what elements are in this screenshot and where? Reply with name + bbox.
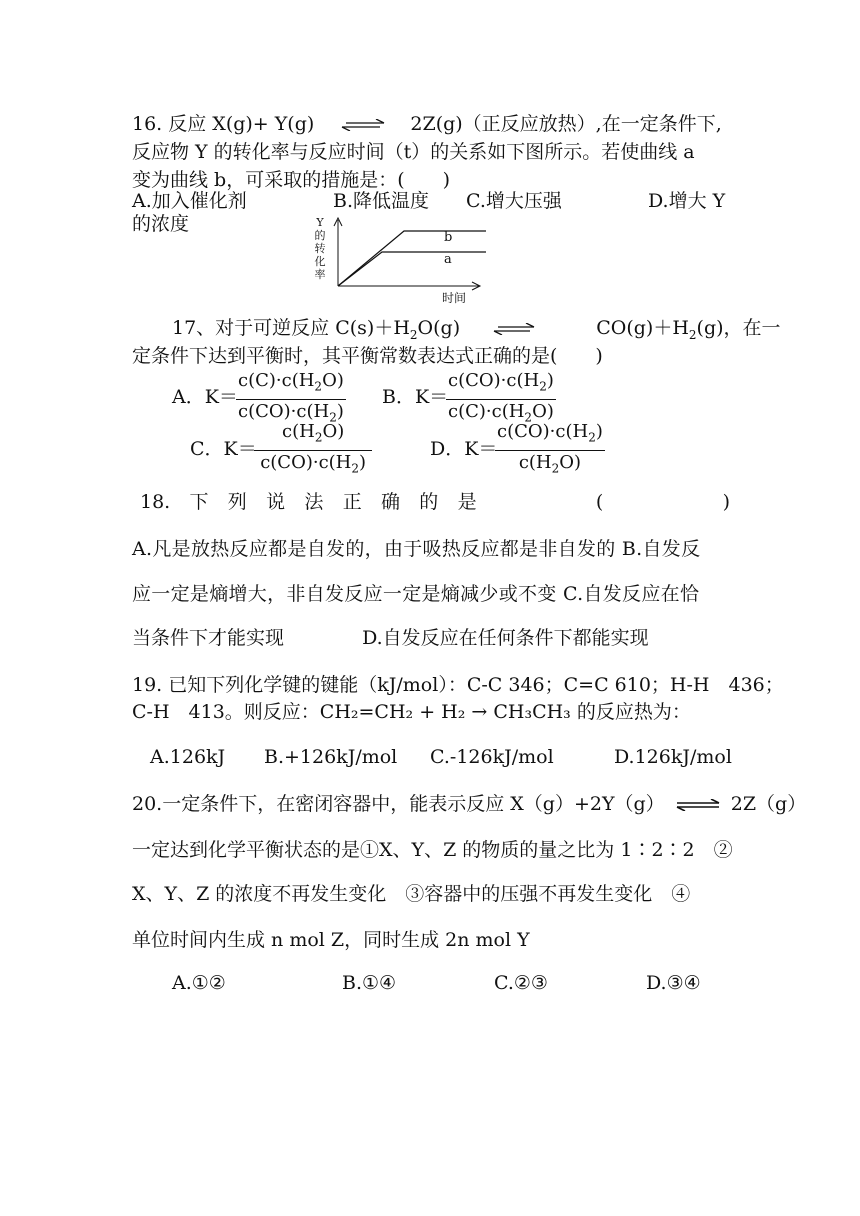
q20-line2: 一定达到化学平衡状态的是①X、Y、Z 的物质的量之比为 1∶2∶2 ②	[132, 839, 733, 861]
q18-stem: 18. 下 列 说 法 正 确 的 是 ( )	[140, 491, 730, 513]
graph-xlabel: 时间	[442, 291, 467, 305]
q19-option-c: C.-126kJ/mol	[430, 746, 554, 768]
q17-line1: 17、对于可逆反应 $C(s)+H_2O(g)$ $CO(g)+H_2(g)$，在一	[172, 317, 781, 342]
q16-option-d: D.增大 Y	[648, 190, 726, 212]
graph-ylabel: Y 的 转 化 率	[314, 216, 326, 281]
q16-line5: 的浓度	[132, 213, 190, 235]
q20-option-d: D.③④	[646, 972, 701, 994]
q19-option-b: B.+126kJ/mol	[264, 746, 398, 768]
q20-option-b: B.①④	[342, 972, 397, 994]
q17-option-a-label: A．K＝	[172, 386, 238, 408]
q19-option-d: D.126kJ/mol	[614, 746, 732, 768]
q16-reaction-right: 2Z(g)（正反应放热）,在一定条件下,	[410, 113, 722, 135]
q20-line1: 20.一定条件下，在密闭容器中，能表示反应 X（g）+2Y（g） 2Z（g）	[132, 793, 807, 815]
q16-option-a: A.加入催化剂	[132, 190, 247, 212]
q19-line2: C-H 413。则反应：CH₂=CH₂ + H₂ → CH₃CH₃ 的反应热为：	[132, 701, 691, 723]
q17-option-a-fraction: $\frac{c(C)\cdot c(H_2O)}{c(CO)\cdot c(H_2)}$	[238, 370, 344, 425]
equilibrium-arrow-icon	[474, 323, 554, 335]
q18-line3: 应一定是熵增大，非自发反应一定是熵减少或不变 C.自发反应在恰	[132, 583, 700, 605]
q16-line3: 变为曲线 b，可采取的措施是：( )	[132, 169, 451, 191]
q16-option-c: C.增大压强	[466, 190, 562, 212]
equilibrium-arrow-icon	[673, 799, 723, 811]
q20-line4: 单位时间内生成 n mol Z，同时生成 2n mol Y	[132, 929, 530, 951]
q16-line2: 反应物 Y 的转化率与反应时间（t）的关系如下图所示。若使曲线 a	[132, 141, 695, 163]
q17-line2: 定条件下达到平衡时，其平衡常数表达式正确的是( )	[132, 345, 603, 367]
q17-option-c-label: C．K＝	[190, 438, 257, 460]
q20-option-a: A.①②	[172, 972, 226, 994]
q17-option-c-fraction: $\frac{c(H_2O)}{c(CO)\cdot c(H_2)}$	[254, 421, 372, 479]
q16-line1	[132, 112, 722, 136]
q16-conversion-graph	[296, 214, 486, 308]
q17-option-d-fraction: $\frac{c(CO)\cdot c(H_2)}{c(H_2O)}$	[497, 421, 603, 476]
q17-option-b-fraction: $\frac{c(CO)\cdot c(H_2)}{c(C)\cdot c(H_2O)}$	[448, 370, 554, 425]
q17-option-d-label: D．K＝	[430, 438, 498, 460]
q19-option-a: A.126kJ	[150, 746, 226, 768]
q18-line2: A.凡是放热反应都是自发的，由于吸热反应都是非自发的 B.自发反	[132, 538, 701, 560]
q16-option-b: B.降低温度	[333, 190, 430, 212]
q16-reaction-left: 16. 反应 X(g)+ Y(g)	[132, 113, 315, 135]
graph-curve-b-label: b	[444, 230, 453, 245]
q18-line4: 当条件下才能实现 D.自发反应在任何条件下都能实现	[132, 627, 649, 649]
graph-curve-a-label: a	[444, 252, 452, 267]
equilibrium-arrow-icon	[328, 119, 396, 131]
q17-option-b-label: B．K＝	[382, 386, 449, 408]
q20-line3: X、Y、Z 的浓度不再发生变化 ③容器中的压强不再发生变化 ④	[132, 883, 691, 905]
q19-line1: 19. 已知下列化学键的键能（kJ/mol）：C-C 346；C=C 610；H-H 436；	[132, 674, 784, 696]
q20-option-c: C.②③	[494, 972, 548, 994]
